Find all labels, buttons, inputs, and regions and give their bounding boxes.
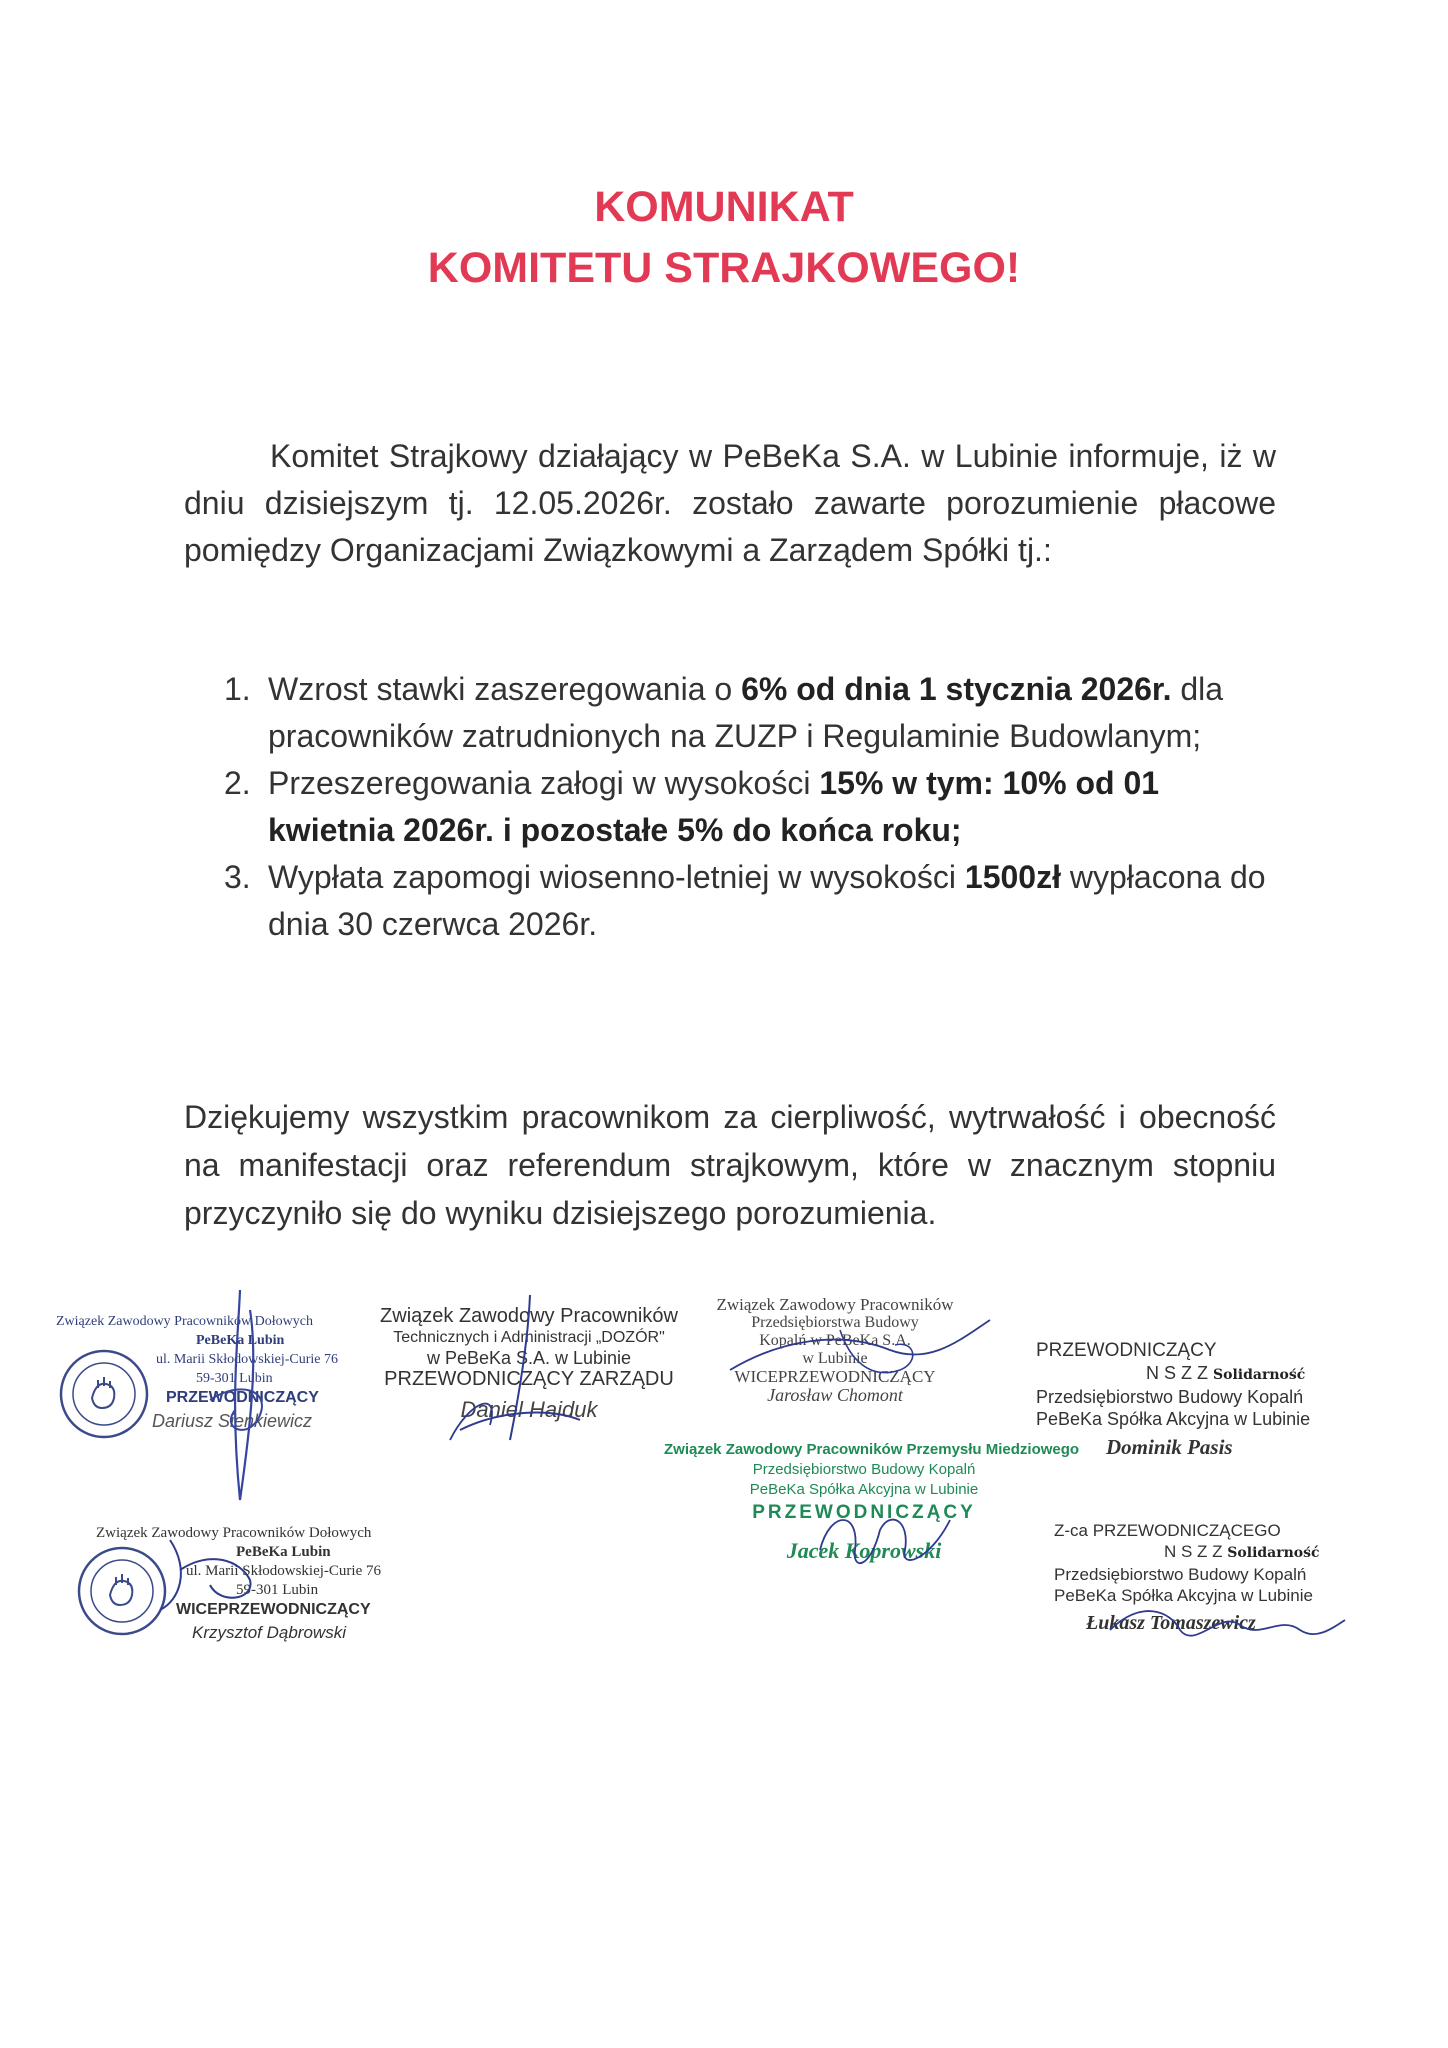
stamp-org: Technicznych i Administracji „DOZÓR" [393, 1329, 665, 1346]
stamp-name: Jarosław Chomont [767, 1385, 903, 1405]
stamp-role: Z-ca PRZEWODNICZĄCEGO [1054, 1521, 1281, 1540]
stamp-address: 59-301 Lubin [196, 1371, 273, 1386]
list-item-number: 1. [224, 671, 251, 707]
stamp-org: PeBeKa Spółka Akcyjna w Lubinie [1036, 1409, 1311, 1429]
signature-icon [800, 1490, 960, 1600]
stamp-org: PeBeKa Spółka Akcyjna w Lubinie [749, 1481, 979, 1498]
stamp-role: PRZEWODNICZĄCY ZARZĄDU [384, 1368, 674, 1390]
stamp-org: Przedsiębiorstwo Budowy Kopalń [1036, 1387, 1304, 1407]
stamp-address: ul. Marii Skłodowskiej-Curie 76 [186, 1563, 381, 1579]
stamp-company: PeBeKa Lubin [196, 1333, 285, 1348]
stamp-org: Związek Zawodowy Pracowników Dołowych [56, 1314, 313, 1329]
stamp-name: Dariusz Sienkiewicz [152, 1411, 313, 1431]
list-item-text: dla pracowników zatrudnionych na ZUZP i Regulaminie Budowlanym; [268, 671, 1224, 754]
list-item-text: Przeszeregowania załogi w wysokości [268, 765, 820, 801]
stamp-address: ul. Marii Skłodowskiej-Curie 76 [156, 1352, 338, 1367]
thanks-paragraph: Dziękujemy wszystkim pracownikom za cierpliwość, wytrwałość i obecność na manifestacji oraz referendum strajkowym, które w znacznym stopniu przyczyniło się do wyniku dzisiejszego porozumienia. [184, 1099, 1276, 1231]
signature-icon [180, 1280, 300, 1510]
stamp-org: PeBeKa Spółka Akcyjna w Lubinie [1054, 1586, 1313, 1605]
stamp-union: N S Z Z [1146, 1363, 1208, 1383]
stamp-org: w Lubinie [802, 1350, 868, 1367]
list-item-text: Wzrost stawki zaszeregowania o [268, 671, 742, 707]
stamp-name: Jacek Koprowski [786, 1538, 942, 1563]
stamp-role: PRZEWODNICZĄCY [752, 1502, 976, 1523]
stamp-org: w PeBeKa S.A. w Lubinie [426, 1348, 632, 1368]
title-line-1: KOMUNIKAT [594, 183, 854, 231]
stamp-org: Związek Zawodowy Pracowników Przemysłu Miedziowego [664, 1441, 1080, 1458]
stamp-role: WICEPRZEWODNICZĄCY [734, 1367, 936, 1386]
list-item-bold-text: 1500zł [964, 859, 1061, 895]
solidarnosc-logo-icon: Solidarność [1213, 1367, 1306, 1383]
stamp-name: Łukasz Tomaszewicz [1086, 1612, 1256, 1634]
title-line-2: KOMITETU STRAJKOWEGO! [427, 244, 1021, 292]
list-item-number: 2. [224, 765, 251, 801]
stamp-org: Kopalń w PeBeKa S.A. [759, 1332, 911, 1349]
list-item [224, 760, 1274, 854]
list-item-bold-text: 6% od dnia 1 stycznia 2026r. [741, 671, 1172, 707]
stamp-name: Dominik Pasis [1106, 1435, 1233, 1459]
stamp-company: PeBeKa Lubin [236, 1544, 331, 1560]
stamp-org: Związek Zawodowy Pracowników [716, 1295, 954, 1314]
list-item-number: 3. [224, 859, 251, 895]
signature-icon [1100, 1590, 1350, 1660]
stamp-role: PRZEWODNICZĄCY [1036, 1340, 1217, 1361]
list-item-text: Wypłata zapomogi wiosenno-letniej w wysokości [268, 859, 965, 895]
list-item [224, 854, 1274, 948]
stamp-address: 59-301 Lubin [236, 1582, 319, 1598]
intro-text: Komitet Strajkowy działający w PeBeKa S.A. w Lubinie informuje, iż w dniu dzisiejszym tj. 12.05.2026r. zostało zawarte porozumienie płacowe pomiędzy Organizacjami Związkowymi a Zarządem Spółki tj.: [184, 438, 1276, 568]
solidarnosc-logo-icon: Solidarność [1227, 1545, 1320, 1561]
stamp-union: N S Z Z [1164, 1542, 1223, 1561]
list-item [224, 666, 1274, 760]
stamp-org: Przedsiębiorstwo Budowy Kopalń [1054, 1565, 1307, 1584]
stamp-org: Związek Zawodowy Pracowników [380, 1305, 678, 1327]
stamp-org: Przedsiębiorstwa Budowy [751, 1314, 919, 1331]
stamp-name: Krzysztof Dąbrowski [192, 1623, 346, 1642]
agreement-points-list [224, 666, 1274, 948]
list-item-bold-text: 15% w tym: 10% od 01 kwietnia 2026r. i pozostałe 5% do końca roku; [268, 765, 1160, 848]
signature-icon [440, 1290, 590, 1450]
signature-icon [720, 1300, 1000, 1410]
stamp-name: Daniel Hajduk [460, 1397, 598, 1422]
stamp-role: PRZEWODNICZĄCY [166, 1389, 319, 1406]
stamp-role: WICEPRZEWODNICZĄCY [176, 1601, 371, 1618]
stamp-org: Związek Zawodowy Pracowników Dołowych [96, 1525, 372, 1541]
list-item-text: wypłacona do dnia 30 czerwca 2026r. [268, 859, 1266, 942]
stamp-org: Przedsiębiorstwo Budowy Kopalń [752, 1461, 976, 1478]
intro-paragraph [184, 433, 1276, 574]
signature-icon [150, 1530, 270, 1620]
